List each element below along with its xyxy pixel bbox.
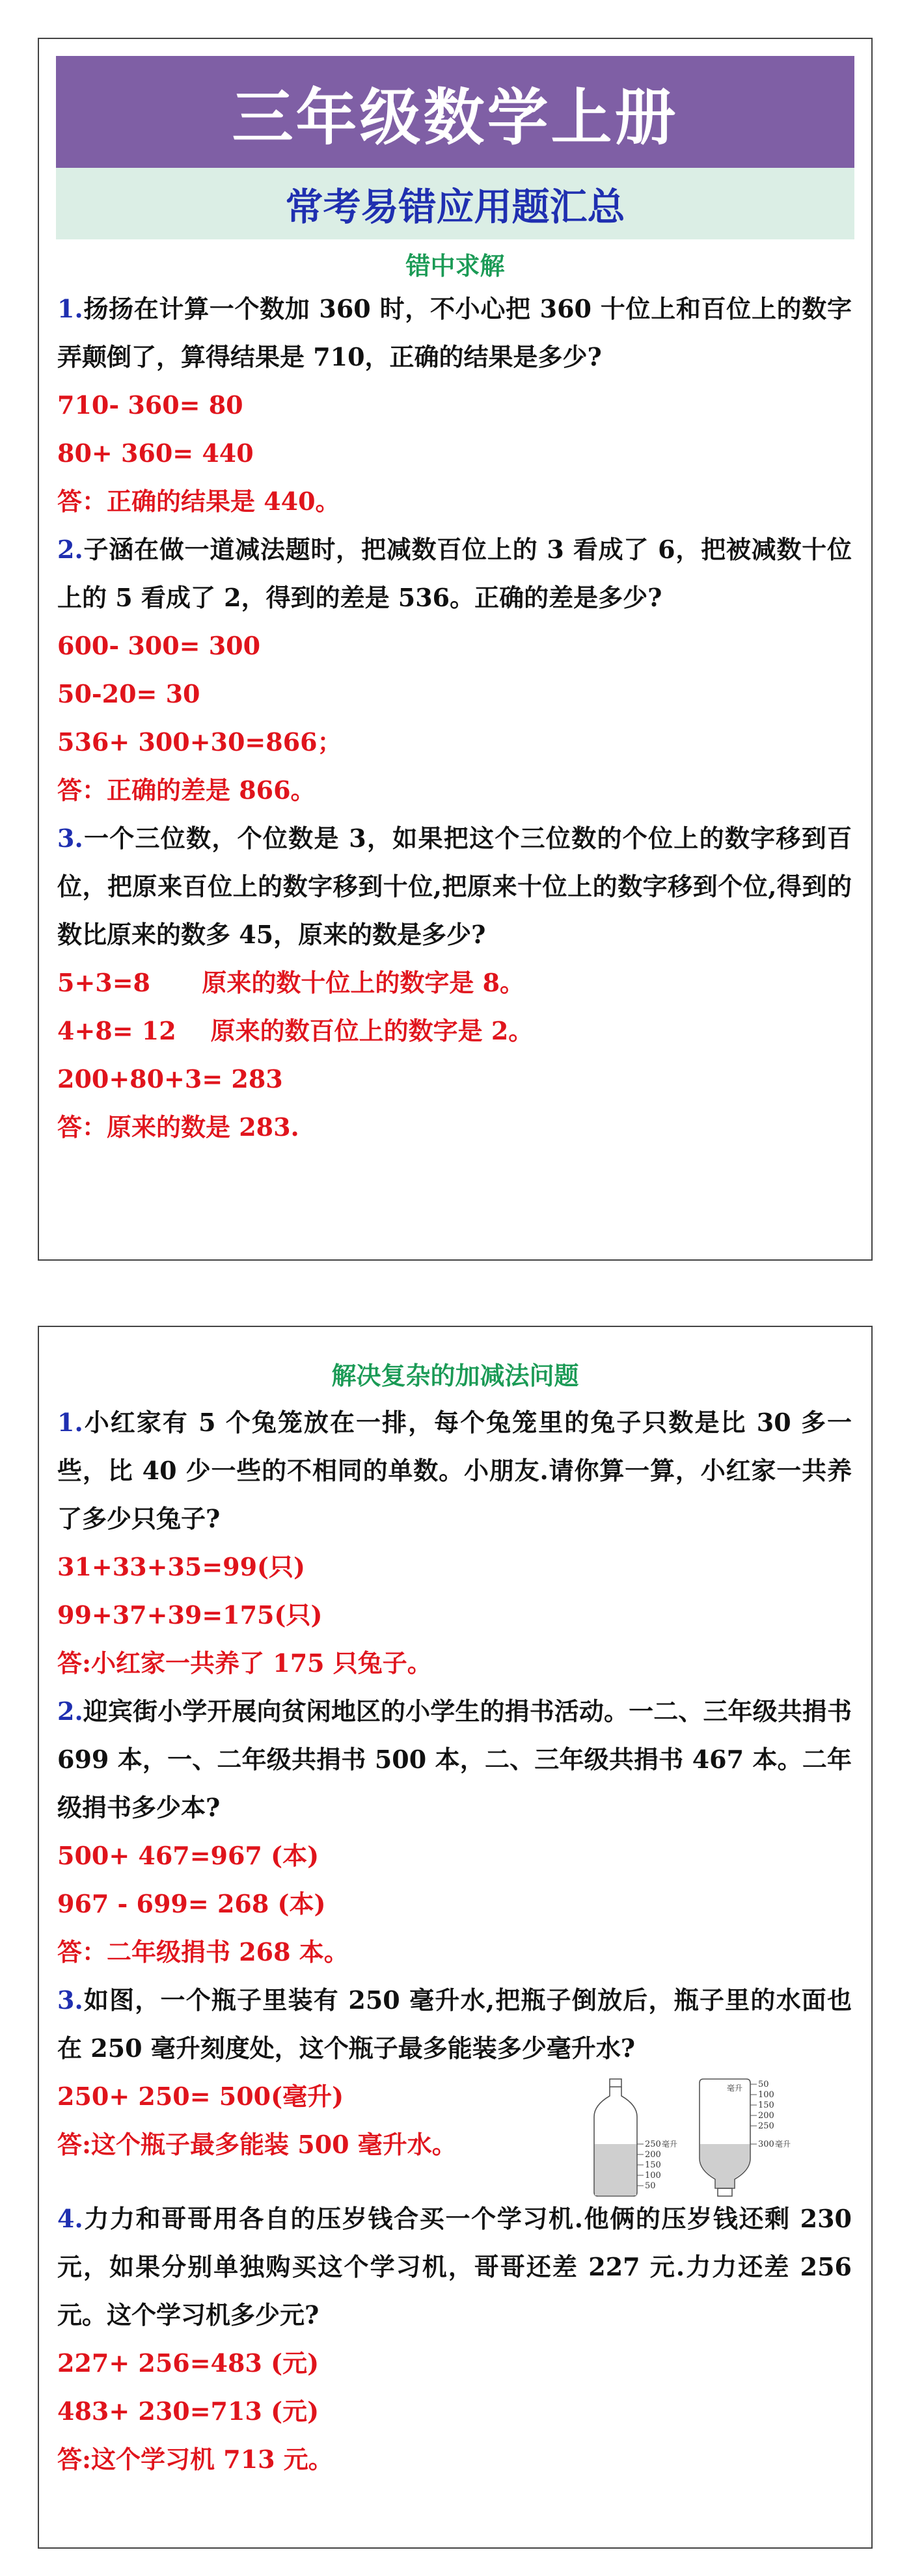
problem-text: 扬扬在计算一个数加 360 时，不小心把 360 十位上和百位上的数字弄颠倒了，算得结果是 710，正确的结果是多少? [57,294,852,371]
answer-line: 答:这个瓶子最多能装 500 毫升水。 [57,2130,457,2159]
scale-label: 100 [758,2090,774,2100]
scale-label: 250 [758,2121,774,2131]
scale-label: 200 [758,2111,774,2121]
scale-label: 200 [645,2150,661,2160]
problem-number: 4. [57,2204,83,2233]
answer-line: 80+ 360= 440 [57,438,254,468]
answer-line: 答:小红家一共养了 175 只兔子。 [57,1648,432,1678]
problem-2-4 [57,2195,852,2339]
answer-line: 答：正确的结果是 440。 [57,487,340,516]
scale-label: 50 [758,2080,769,2089]
problem-1-1 [57,285,852,381]
problem-text: 子涵在做一道减法题时，把减数百位上的 3 看成了 6，把被减数十位上的 5 看成了 2，得到的差是 536。正确的差是多少? [57,535,852,612]
section-2-content [39,1399,871,2484]
answer-line: 536+ 300+30=866； [57,727,342,757]
answer-line: 答：二年级捐书 268 本。 [57,1937,349,1966]
section-title-1: 错中求解 [405,252,505,280]
worksheet-page-1 [38,38,873,1261]
answer-line: 答：正确的差是 866。 [57,775,316,805]
inverted-bottle-scale [727,2080,791,2149]
problem-1-3 [57,814,852,959]
problem-1-2 [57,526,852,622]
answer-line: 227+ 256=483 (元) [57,2348,320,2378]
answer-line: 710- 360= 80 [57,390,243,420]
scale-label: 100 [645,2171,661,2180]
scale-unit: 毫升 [662,2140,678,2149]
inverted-bottle-water [700,2144,750,2188]
answer-line: 600- 300= 300 [57,631,261,660]
scale-label: 300 [758,2140,774,2149]
problem-number: 2. [57,535,83,564]
answer-line: 5+3=8 原来的数十位上的数字是 8。 [57,968,525,997]
answer-line: 31+33+35=99(只) [57,1552,306,1581]
answer-line: 200+80+3= 283 [57,1064,283,1093]
scale-label: 150 [645,2160,661,2170]
problem-text: 如图，一个瓶子里装有 250 毫升水,把瓶子倒放后，瓶子里的水面也在 250 毫升刻度处，这个瓶子最多能装多少毫升水? [57,1985,852,2063]
answer-line: 答:这个学习机 713 元。 [57,2445,333,2474]
problem-2-1 [57,1399,852,1543]
problem-2-3-answer-area [57,2073,852,2191]
problem-text: 小红家有 5 个兔笼放在一排，每个兔笼里的兔子只数是比 30 多一些，比 40 少一些的不相同的单数。小朋友.请你算一算，小红家一共养了多少只兔子? [57,1408,852,1533]
answer-line: 967 - 699= 268 (本) [57,1889,326,1918]
problem-number: 2. [57,1697,83,1726]
scale-unit: 毫升 [775,2140,791,2149]
answer-line: 答：原来的数是 283. [57,1112,299,1142]
scale-label: 50 [645,2181,656,2191]
page-subtitle: 常考易错应用题汇总 [56,168,854,239]
upright-bottle-scale [645,2139,677,2191]
inverted-bottle-ticks [750,2084,757,2144]
problem-number: 1. [57,294,83,323]
page-title: 三年级数学上册 [56,56,854,168]
answer-line: 99+37+39=175(只) [57,1600,323,1630]
upright-bottle-ticks [637,2144,644,2186]
answer-line: 250+ 250= 500(毫升) [57,2082,344,2111]
problem-number: 3. [57,824,83,853]
problem-text: 迎宾街小学开展向贫闲地区的小学生的捐书活动。一二、三年级共捐书 699 本，一、二年级共捐书 500 本，二、三年级共捐书 467 本。二年级捐书多少本? [57,1697,852,1822]
answer-line: 4+8= 12 原来的数百位上的数字是 2。 [57,1016,534,1045]
upright-bottle-water [595,2144,636,2195]
answer-line: 50-20= 30 [57,679,200,708]
problem-number: 3. [57,1985,83,2015]
worksheet-page-2 [38,1326,873,2549]
answer-line: 500+ 467=967 (本) [57,1841,320,1870]
section-1-content [39,285,871,1151]
answer-line: 483+ 230=713 (元) [57,2396,320,2426]
problem-text: 一个三位数，个位数是 3，如果把这个三位数的个位上的数字移到百位，把原来百位上的数字移到十位,把原来十位上的数字移到个位,得到的数比原来的数多 45，原来的数是多少? [57,824,852,949]
scale-label: 150 [758,2100,774,2110]
top-unit-label: 毫升 [727,2084,743,2093]
scale-label: 250 [645,2140,661,2149]
section-title-2: 解决复杂的加减法问题 [331,1362,579,1390]
problem-number: 1. [57,1408,83,1437]
problem-2-3 [57,1976,852,2073]
bottle-figure [585,2076,800,2200]
problem-text: 力力和哥哥用各自的压岁钱合买一个学习机.他俩的压岁钱还剩 230 元，如果分别单独购买这个学习机，哥哥还差 227 元.力力还差 256 元。这个学习机多少元? [57,2204,852,2329]
problem-2-2 [57,1687,852,1832]
